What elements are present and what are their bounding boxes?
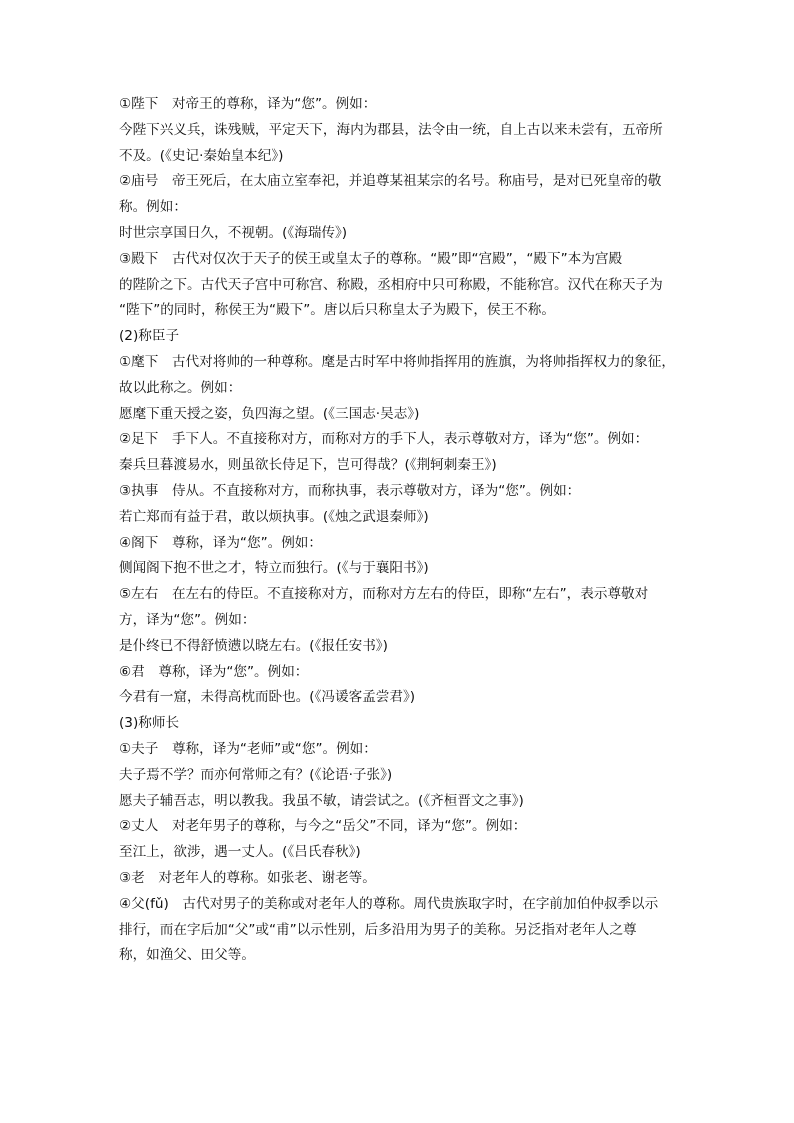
text-line: ①陛下 对帝王的尊称，译为“您”。例如：: [119, 96, 377, 112]
text-line: 秦兵旦暮渡易水，则虽欲长侍足下，岂可得哉？(《荆轲刺秦王》): [119, 457, 497, 474]
text-line: 不及。(《史记·秦始皇本纪》): [119, 147, 284, 164]
text-line: 至江上，欲涉，遇一丈人。(《吕氏春秋》): [119, 844, 361, 861]
text-line: ⑤左右 在左右的侍臣。不直接称对方，而称对方左右的侍臣，即称“左右”，表示尊敬对: [119, 586, 649, 603]
text-line: “陛下”的同时，称侯王为“殿下”。唐以后只称皇太子为殿下，侯王不称。: [119, 302, 555, 319]
text-line: ④父(fǔ) 古代对男子的美称或对老年人的尊称。周代贵族取字时，在字前加伯仲叔季以示: [119, 895, 659, 912]
text-line: 是仆终已不得舒愤懑以晓左右。(《报任安书》): [119, 637, 388, 654]
text-line: 夫子焉不学？而亦何常师之有？(《论语·子张》): [119, 766, 393, 783]
text-line: 称。例如：: [119, 199, 187, 216]
text-line: ①夫子 尊称，译为“老师”或“您”。例如：: [119, 740, 377, 757]
text-line: 侧闻阁下抱不世之才，特立而独行。(《与于襄阳书》): [119, 560, 429, 577]
text-line: ③执事 侍从。不直接称对方，而称执事，表示尊敬对方，译为“您”。例如：: [119, 482, 581, 499]
text-line: 的陛阶之下。古代天子宫中可称宫、称殿，丞相府中只可称殿，不能称宫。汉代在称天子为: [119, 276, 663, 293]
text-line: ②足下 手下人。不直接称对方，而称对方的手下人，表示尊敬对方，译为“您”。例如：: [119, 431, 649, 448]
text-line: ③殿下 古代对仅次于天子的侯王或皇太子的尊称。“殿”即“宫殿”，“殿下”本为宫殿: [119, 250, 623, 267]
text-line: 时世宗享国日久，不视朝。(《海瑞传》): [119, 224, 348, 241]
text-line: 愿夫子辅吾志，明以教我。我虽不敏，请尝试之。(《齐桓晋文之事》): [119, 792, 524, 809]
text-line: 方，译为“您”。例如：: [119, 611, 256, 628]
section-heading: (2)称臣子: [119, 328, 180, 345]
document-body: [119, 92, 679, 969]
text-line: ②庙号 帝王死后，在太庙立室奉祀，并追尊某祖某宗的名号。称庙号，是对已死皇帝的敬: [119, 173, 662, 190]
text-line: ③老 对老年人的尊称。如张老、谢老等。: [119, 869, 376, 886]
text-line: 若亡郑而有益于君，敢以烦执事。(《烛之武退秦师》): [119, 508, 429, 525]
text-line: ⑥君 尊称，译为“您”。例如：: [119, 663, 309, 680]
text-line: ④阁下 尊称，译为“您”。例如：: [119, 534, 322, 551]
text-line: 愿麾下重天授之姿，负四海之望。(《三国志·吴志》): [119, 405, 420, 422]
text-line: ①麾下 古代对将帅的一种尊称。麾是古时军中将帅指挥用的旌旗，为将帅指挥权力的象征，: [119, 353, 675, 370]
section-heading: (3)称师长: [119, 715, 180, 732]
text-line: 故以此称之。例如：: [119, 379, 242, 396]
text-line: 今陛下兴义兵，诛残贼，平定天下，海内为郡县，法令由一统，自上古以来未尝有，五帝所: [119, 121, 663, 138]
text-line: ②丈人 对老年男子的尊称，与今之“岳父”不同，译为“您”。例如：: [119, 818, 527, 835]
text-line: 称，如渔父、田父等。: [119, 947, 255, 964]
text-line: 今君有一窟，未得高枕而卧也。(《冯谖客孟尝君》): [119, 689, 416, 706]
text-line: 排行，而在字后加“父”或“甫”以示性别，后多沿用为男子的美称。另泛指对老年人之尊: [119, 921, 637, 938]
